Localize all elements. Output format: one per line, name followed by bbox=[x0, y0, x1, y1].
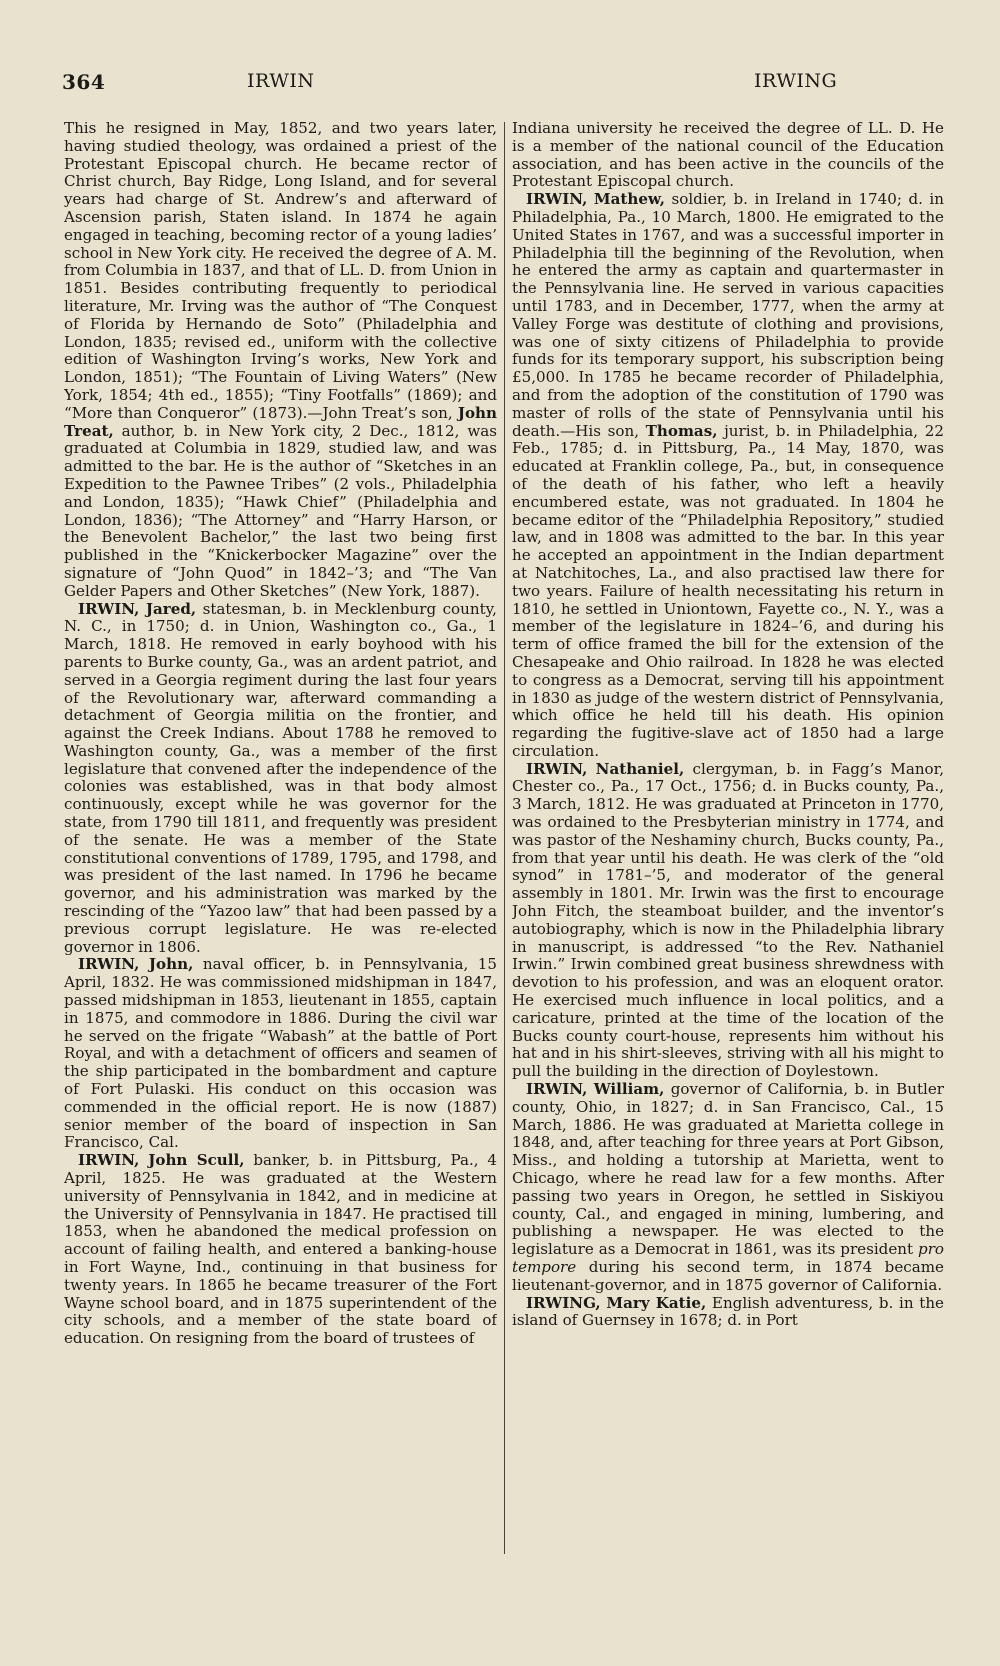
entry-surname: IRWIN, bbox=[526, 759, 588, 778]
entry-text: soldier, b. in Ireland in 1740; d. in Philadelphia, Pa., 10 March, 1800. He emigrated to the United States in 1767, and was a successful importer in Philadelphia till the beginning of the Revolution, when he entered the army as captain and quartermaster in the Pennsylvania line. He served in various capacities until 1783, and in December, 1777, when the army at Valley Forge was destitute of clothing and provisions, was one of sixty citizens of Philadelphia to provide funds for its temporary support, his subscription being £5,000. In 1785 he became recorder of Philadelphia, and from the adoption of the constitution of 1790 was master of rolls of the state of Pennsylvania until his death.—His son, bbox=[512, 190, 944, 440]
entry-text: clergyman, b. in Fagg’s Manor, Chester co., Pa., 17 Oct., 1756; d. in Bucks county, Pa., 3 March, 1812. He was graduated at Princeton in 1770, was ordained to the Presbyterian ministry in 1774, and was pastor of the Neshaminy church, Bucks county, Pa., from that year until his death. He was clerk of the “old synod” in 1781–’5, and moderator of the general assembly in 1801. Mr. Irwin was the first to encourage John Fitch, the steamboat builder, and the inventor’s autobiography, which is now in the Philadelphia library in manuscript, is addressed “to the Rev. Nathaniel Irwin.” Irwin combined great business shrewdness with devotion to his profession, and was an eloquent orator. He exercised much influence in local politics, and a caricature, printed at the time of the location of the Bucks county court-house, represents him without his hat and in his shirt-sleeves, striving with all his might to pull the building in the direction of Doylestown. bbox=[512, 759, 944, 1081]
entry-text: Indiana university he received the degree of LL. D. He is a member of the national council of the Education association, and has been active in the councils of the Protestant Episcopal church. bbox=[512, 120, 944, 191]
entry-given-name: Jared, bbox=[145, 599, 197, 618]
left-column bbox=[64, 120, 497, 1640]
entry-surname: IRWIN, bbox=[78, 1151, 140, 1170]
entry-given-name: John Scull, bbox=[148, 1151, 245, 1170]
entry-given-name: Nathaniel, bbox=[595, 759, 685, 778]
entry-surname: IRWING, bbox=[526, 1293, 601, 1312]
entry-text: naval officer, b. in Pennsylvania, 15 April, 1832. He was commissioned midshipman in 1847, passed midshipman in 1853, lieutenant in 1855, captain in 1875, and commodore in 1886. During the civil war he served on the frigate “Wabash” at the battle of Port Royal, and with a detachment of officers and seamen of the ship participated in the bombardment and capture of Fort Pulaski. His conduct on this occasion was commended in the official report. He is now (1887) senior member of the board of inspection in San Francisco, Cal. bbox=[64, 955, 497, 1152]
page-number: 364 bbox=[62, 70, 106, 94]
column-divider bbox=[504, 122, 505, 1554]
entry-surname: IRWIN, bbox=[78, 599, 140, 618]
entry-italic-phrase: pro tempore bbox=[512, 1240, 944, 1276]
entry-given-name: William, bbox=[593, 1080, 665, 1099]
continued-entry bbox=[64, 120, 497, 601]
right-running-title: IRWING bbox=[754, 70, 838, 92]
entry-surname: IRWIN, bbox=[526, 1080, 588, 1099]
entry-text: during his second term, in 1874 became lieutenant-governor, and in 1875 governor of California. bbox=[512, 1258, 944, 1294]
entry-text: jurist, b. in Philadelphia, 22 Feb., 1785; d. in Pittsburg, Pa., 14 May, 1870, was educated at Franklin college, Pa., but, in consequence of the death of his father, who left a heavily encumbered estate, was not graduated. In 1804 he became editor of the “Philadelphia Repository,” studied law, and in 1808 was admitted to the bar. In this year he accepted an appointment in the Indian department at Natchitoches, La., and also practised law there for two years. Failure of health necessitating his return in 1810, he settled in Uniontown, Fayette co., N. Y., was a member of the legislature in 1824–’6, and during his term of office framed the bill for the extension of the Chesapeake and Ohio railroad. In 1828 he was elected to congress as a Democrat, serving till his appointment in 1830 as judge of the western district of Pennsylvania, which office he held till his death. His opinion regarding the fugitive-slave act of 1850 had a large circulation. bbox=[512, 421, 944, 760]
right-column bbox=[512, 120, 944, 1640]
entry-irwin-john-scull bbox=[64, 1152, 497, 1348]
entry-irwin-nathaniel bbox=[512, 761, 944, 1081]
entry-given-name: Mary Katie, bbox=[606, 1293, 707, 1312]
entry-irwin-william bbox=[512, 1081, 944, 1295]
entry-text: governor of California, b. in Butler county, Ohio, in 1827; d. in San Francisco, Cal., 15 March, 1886. He was graduated at Marietta college in 1848, and, after teaching for three years at Port Gibson, Miss., and holding a tutorship at Marietta, went to Chicago, where he read law for a few months. After passing two years in Oregon, he settled in Siskiyou county, Cal., and engaged in mining, lumbering, and publishing a newspaper. He was elected to the legislature as a Democrat in 1861, was its president bbox=[512, 1080, 944, 1259]
entry-text: This he resigned in May, 1852, and two years later, having studied theology, was ordained a priest of the Protestant Episcopal church. He became rector of Christ church, Bay Ridge, Long Island, and for several years had charge of St. Andrew’s and afterward of Ascension parish, Staten island. In 1874 he again engaged in teaching, becoming rector of a young ladies’ school in New York city. He received the degree of A. M. from Columbia in 1837, and that of LL. D. from Union in 1851. Besides contributing frequently to periodical literature, Mr. Irving was the author of “The Conquest of Florida by Hernando de Soto” (Philadelphia and London, 1835; revised ed., uniform with the collective edition of Washington Irving’s works, New York and London, 1851); “The Fountain of Living Waters” (New York, 1854; 4th ed., 1855); “Tiny Footfalls” (1869); and “More than Conqueror” (1873).—John Treat’s son, bbox=[64, 120, 497, 422]
continued-entry bbox=[512, 120, 944, 191]
running-head bbox=[62, 70, 950, 104]
entry-subname: John Treat, bbox=[64, 403, 497, 440]
entry-text: banker, b. in Pittsburg, Pa., 4 April, 1825. He was graduated at the Western university of Pennsylvania in 1842, and in medicine at the University of Pennsylvania in 1847. He practised till 1853, when he abandoned the medical profession on account of failing health, and entered a banking-house in Fort Wayne, Ind., continuing in that business for twenty years. In 1865 he became treasurer of the Fort Wayne school board, and in 1875 superintendent of the city schools, and a member of the state board of education. On resigning from the board of trustees of bbox=[64, 1151, 497, 1348]
entry-subname: Thomas, bbox=[645, 421, 718, 440]
entry-irwing-mary-katie bbox=[512, 1295, 944, 1331]
entry-given-name: John, bbox=[148, 955, 194, 974]
entry-text: statesman, b. in Mecklenburg county, N. C., in 1750; d. in Union, Washington co., Ga., 1 March, 1818. He removed in early boyhood with his parents to Burke county, Ga., was an ardent patriot, and served in a Georgia regiment during the last four years of the Revolutionary war, afterward commanding a detachment of Georgia militia on the frontier, and against the Creek Indians. About 1788 he removed to Washington county, Ga., was a member of the first legislature that convened after the independence of the colonies was established, was in that body almost continuously, except while he was governor for the state, from 1790 till 1811, and frequently was president of the senate. He was a member of the State constitutional conventions of 1789, 1795, and 1798, and was president of the last named. In 1796 he became governor, and his administration was marked by the rescinding of the “Yazoo law” that had been passed by a previous corrupt legislature. He was re-elected governor in 1806. bbox=[64, 599, 497, 956]
entry-surname: IRWIN, bbox=[526, 190, 588, 209]
entry-text: author, b. in New York city, 2 Dec., 1812, was graduated at Columbia in 1829, studied law, and was admitted to the bar. He is the author of “Sketches in an Expedition to the Pawnee Tribes” (2 vols., Philadelphia and London, 1835); “Hawk Chief” (Philadelphia and London, 1836); “The Attorney” and “Harry Harson, or the Benevolent Bachelor,” the last two being first published in the “Knickerbocker Magazine” over the signature of “John Quod” in 1842–’3; and “The Van Gelder Papers and Other Sketches” (New York, 1887). bbox=[64, 421, 497, 600]
left-running-title: IRWIN bbox=[247, 70, 315, 92]
entry-surname: IRWIN, bbox=[78, 955, 140, 974]
entry-irwin-jared bbox=[64, 601, 497, 957]
entry-irwin-john bbox=[64, 956, 497, 1152]
entry-given-name: Mathew, bbox=[593, 190, 665, 209]
entry-irwin-mathew bbox=[512, 191, 944, 761]
entry-text: English adventuress, b. in the island of Guernsey in 1678; d. in Port bbox=[512, 1293, 944, 1330]
